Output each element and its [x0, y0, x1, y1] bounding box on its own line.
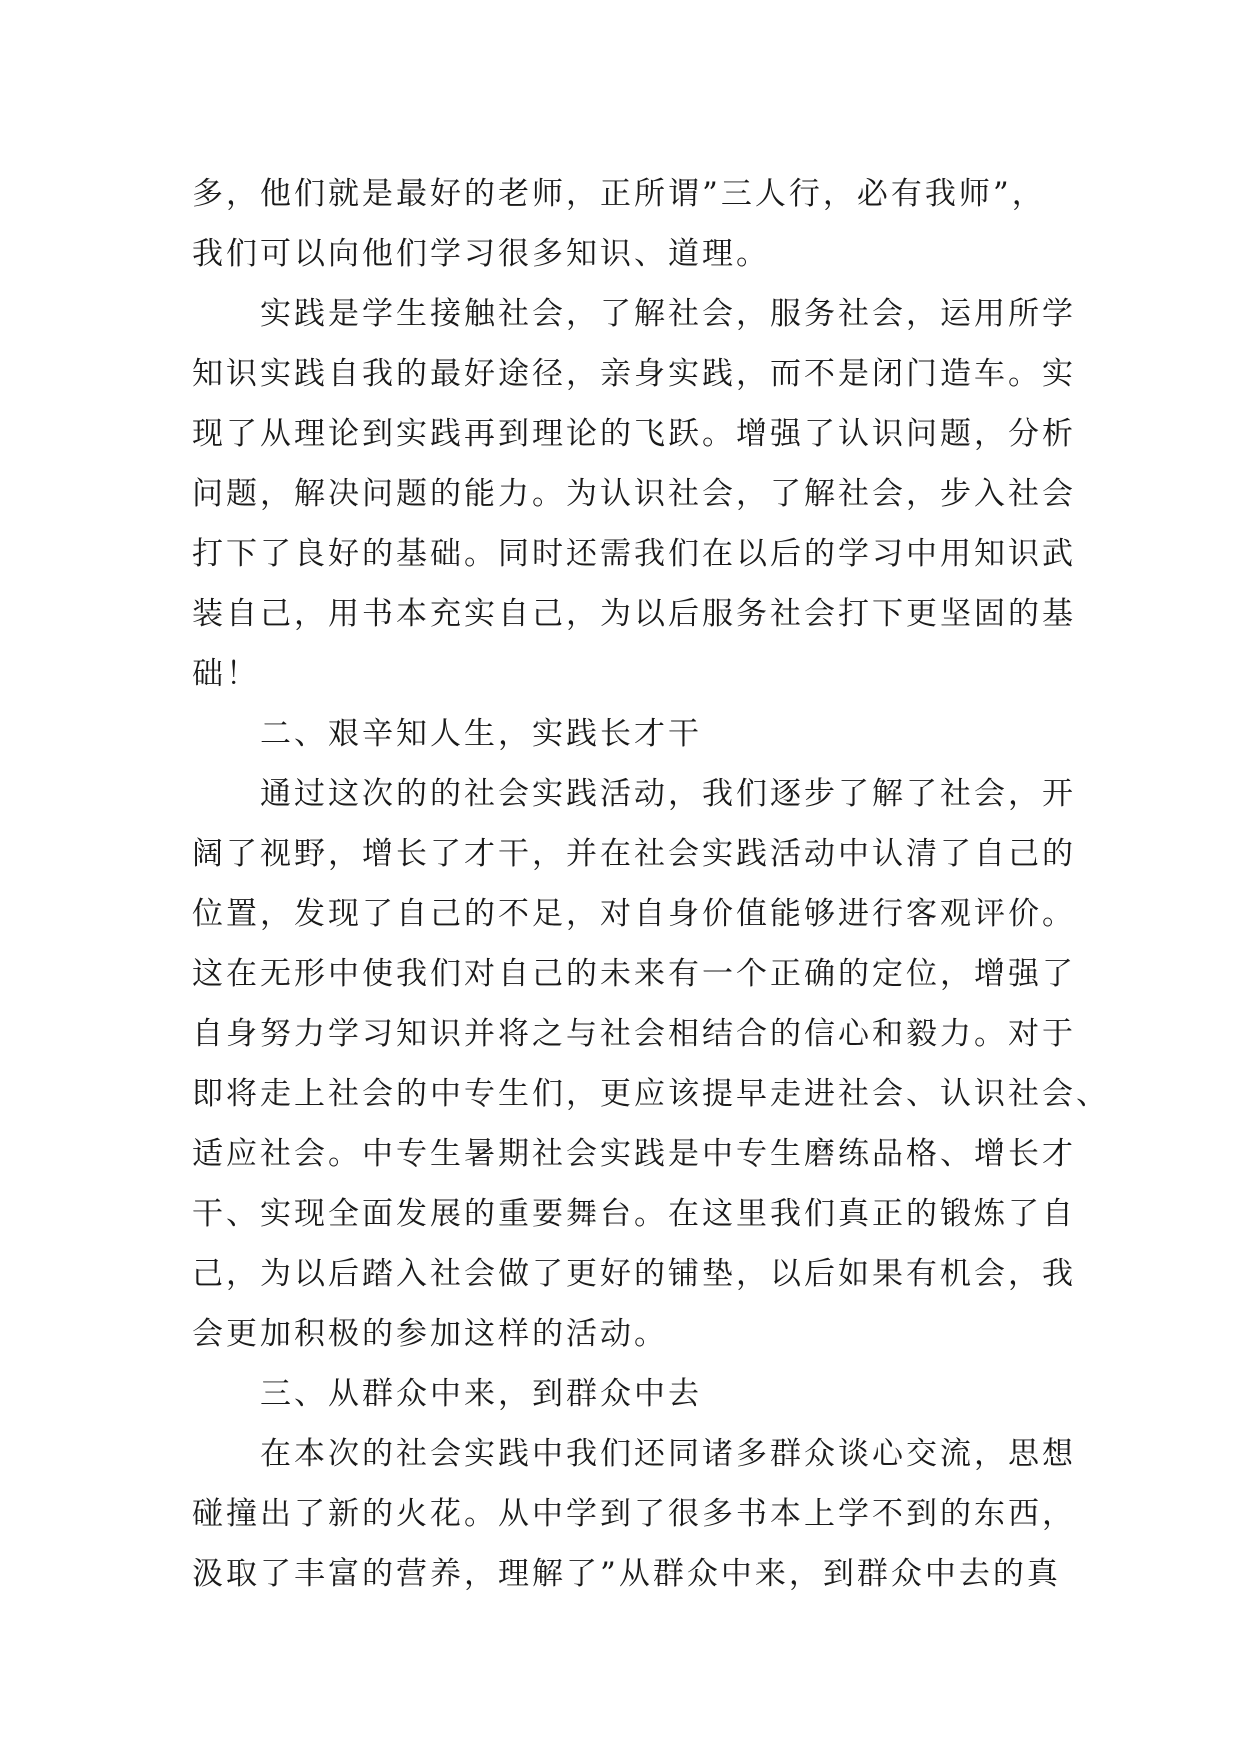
text-line: 在本次的社会实践中我们还同诸多群众谈心交流，思想	[260, 1436, 1076, 1472]
text-line: 问题，解决问题的能力。为认识社会，了解社会，步入社会	[192, 476, 1076, 512]
text-line: 我们可以向他们学习很多知识、道理。	[192, 236, 770, 272]
text-line: 装自己，用书本充实自己，为以后服务社会打下更坚固的基	[192, 596, 1076, 632]
text-line: 适应社会。中专生暑期社会实践是中专生磨练品格、增长才	[192, 1136, 1076, 1172]
text-line: 知识实践自我的最好途径，亲身实践，而不是闭门造车。实	[192, 356, 1076, 392]
text-line: 打下了良好的基础。同时还需我们在以后的学习中用知识武	[192, 536, 1076, 572]
text-line: 通过这次的的社会实践活动，我们逐步了解了社会，开	[260, 776, 1076, 812]
text-line: 会更加积极的参加这样的活动。	[192, 1316, 668, 1352]
text-line: 多，他们就是最好的老师，正所谓”三人行，必有我师”，	[192, 176, 1046, 212]
text-line: 现了从理论到实践再到理论的飞跃。增强了认识问题，分析	[192, 416, 1076, 452]
text-line: 阔了视野，增长了才干，并在社会实践活动中认清了自己的	[192, 836, 1076, 872]
text-line: 三、从群众中来，到群众中去	[260, 1376, 702, 1412]
text-line: 自身努力学习知识并将之与社会相结合的信心和毅力。对于	[192, 1016, 1076, 1052]
text-line: 础！	[192, 656, 260, 692]
text-line: 干、实现全面发展的重要舞台。在这里我们真正的锻炼了自	[192, 1196, 1076, 1232]
text-line: 碰撞出了新的火花。从中学到了很多书本上学不到的东西，	[192, 1496, 1076, 1532]
text-line: 汲取了丰富的营养，理解了”从群众中来，到群众中去的真	[192, 1556, 1061, 1592]
text-line: 己，为以后踏入社会做了更好的铺垫，以后如果有机会，我	[192, 1256, 1076, 1292]
text-line: 这在无形中使我们对自己的未来有一个正确的定位，增强了	[192, 956, 1076, 992]
document-body	[192, 164, 1110, 1604]
text-line: 二、艰辛知人生，实践长才干	[260, 716, 702, 752]
text-line: 实践是学生接触社会，了解社会，服务社会，运用所学	[260, 296, 1076, 332]
text-line: 位置，发现了自己的不足，对自身价值能够进行客观评价。	[192, 896, 1076, 932]
text-line: 即将走上社会的中专生们，更应该提早走进社会、认识社会、	[192, 1076, 1110, 1112]
